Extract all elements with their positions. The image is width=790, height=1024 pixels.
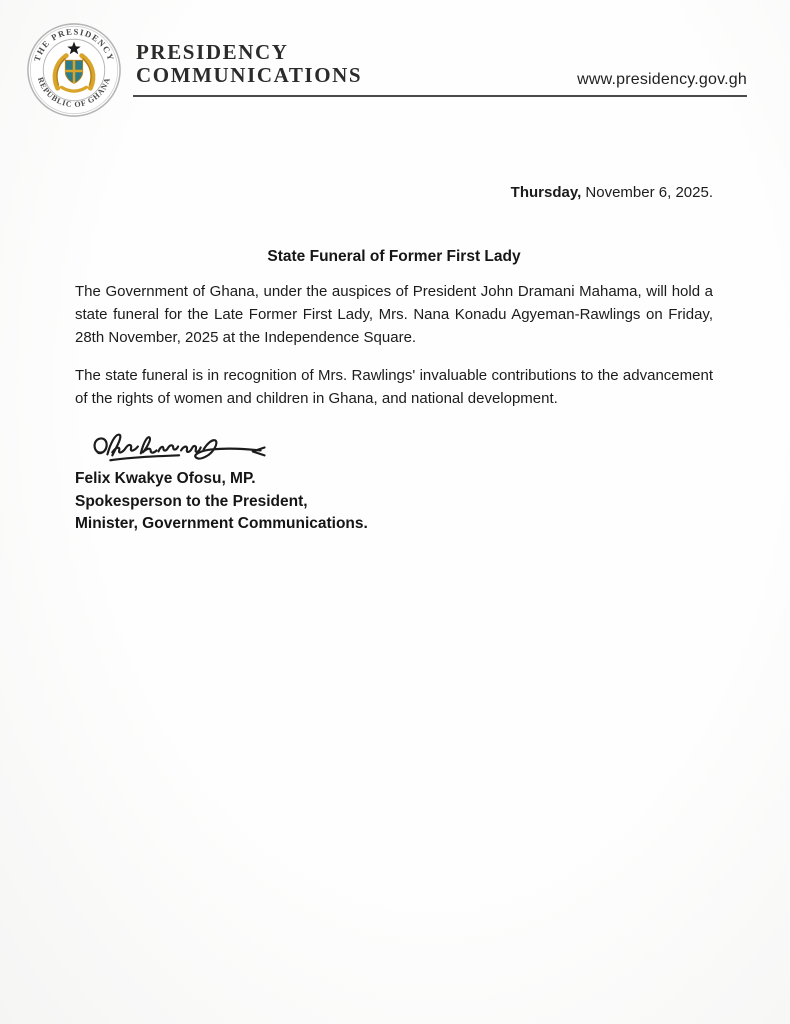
org-name-line2: COMMUNICATIONS [136, 63, 363, 87]
letter-title: State Funeral of Former First Lady [267, 248, 521, 265]
svg-text:REPUBLIC OF GHANA: REPUBLIC OF GHANA [35, 76, 113, 110]
signatory-name: Felix Kwakye Ofosu, MP. [75, 470, 256, 487]
letter-date [75, 184, 713, 201]
header-divider [133, 95, 747, 97]
letter-paragraph: The state funeral is in recognition of Mrs. Rawlings' invaluable contributions to the advancement of the rights of women and children in Ghana, and national development. [75, 367, 713, 407]
org-name [136, 41, 362, 87]
signatory-role-2: Minister, Government Communications. [75, 515, 368, 532]
letter-date-rest: November 6, 2025. [581, 184, 713, 201]
website-url: www.presidency.gov.gh [577, 71, 747, 88]
signature-icon [84, 420, 284, 474]
signatory-role-1: Spokesperson to the President, [75, 492, 308, 510]
presidency-seal-icon [26, 22, 122, 118]
svg-text:THE PRESIDENCY: THE PRESIDENCY [31, 26, 117, 63]
signatory-block [75, 468, 368, 536]
org-name-line1: PRESIDENCY [136, 40, 289, 64]
letter-paragraph: The Government of Ghana, under the auspices of President John Dramani Mahama, will hold a state funeral for the Late Former First Lady, Mrs. Nana Konadu Agyeman-Rawlings on Friday, 28th November, 2025 at the Independence Square. [75, 283, 713, 346]
letter-date-day: Thursday, [510, 184, 582, 201]
